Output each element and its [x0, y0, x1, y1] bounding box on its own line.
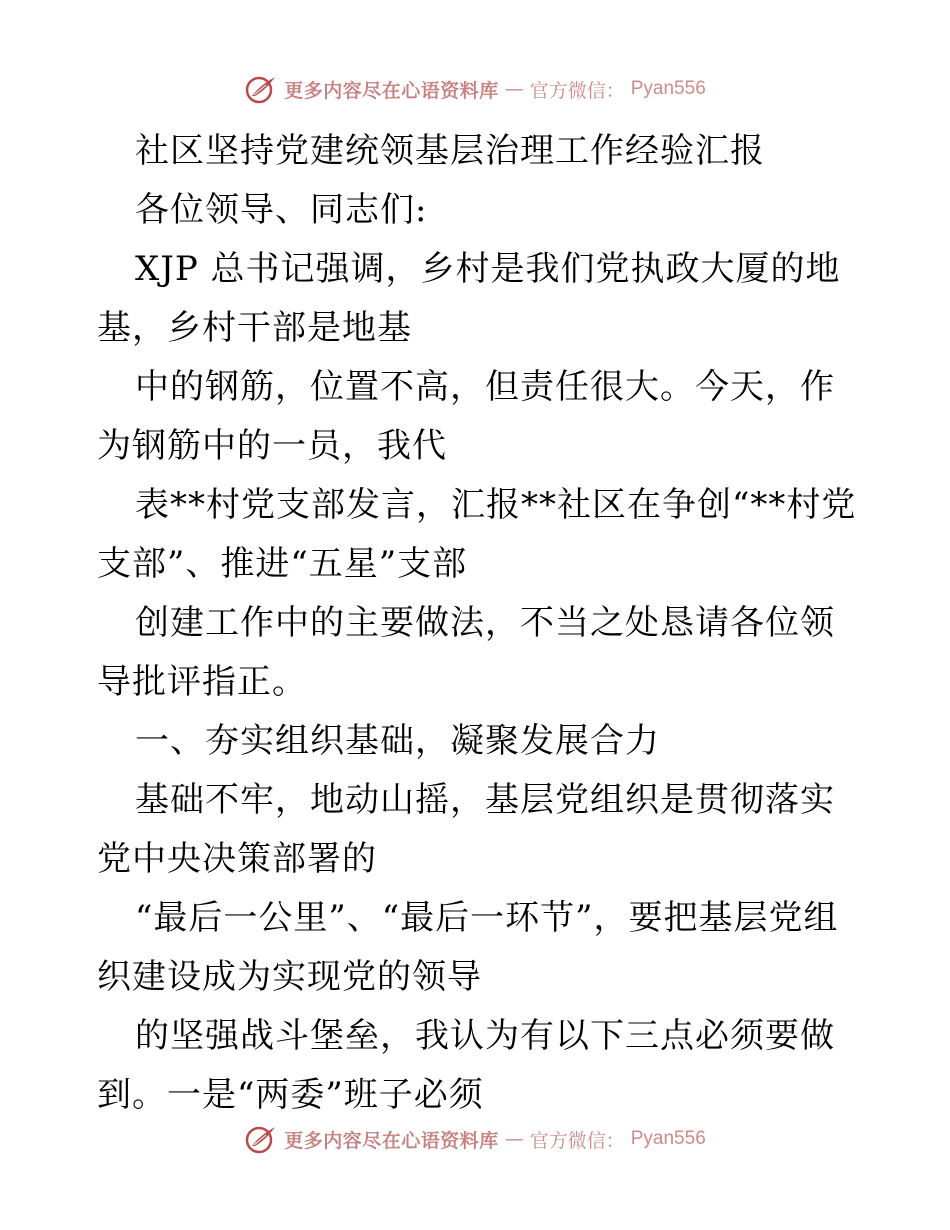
watermark-separator: —	[504, 78, 524, 100]
paragraph-1: XJP 总书记强调，乡村是我们党执政大厦的地基，乡村干部是地基	[97, 249, 841, 348]
paragraph-2: 中的钢筋，位置不高，但责任很大。今天，作为钢筋中的一员，我代	[97, 367, 835, 466]
watermark-wechat-label: 官方微信：	[529, 1129, 625, 1152]
watermark-separator: —	[504, 1128, 524, 1150]
header-watermark	[0, 74, 950, 104]
document-title: 社区坚持党建统领基层治理工作经验汇报	[135, 131, 765, 171]
document-body	[97, 122, 857, 1125]
feather-quill-icon	[244, 1124, 278, 1154]
watermark-brand: 更多内容尽在心语资料库	[284, 1129, 499, 1152]
watermark-brand: 更多内容尽在心语资料库	[284, 79, 499, 102]
section-heading-1: 一、夯实组织基础，凝聚发展合力	[135, 721, 660, 761]
paragraph-5: 基础不牢，地动山摇，基层党组织是贯彻落实党中央决策部署的	[97, 780, 835, 879]
paragraph-7: 的坚强战斗堡垒，我认为有以下三点必须要做到。一是“两委”班子必须	[97, 1016, 835, 1115]
watermark-wechat-label: 官方微信：	[529, 79, 625, 102]
feather-quill-icon	[244, 74, 278, 104]
paragraph-6: “最后一公里”、“最后一环节”，要把基层党组织建设成为实现党的领导	[97, 898, 839, 997]
paragraph-3: 表**村党支部发言，汇报**社区在争创“**村党支部”、推进“五星”支部	[97, 485, 857, 584]
footer-watermark	[0, 1124, 950, 1154]
paragraph-4: 创建工作中的主要做法，不当之处恳请各位领导批评指正。	[97, 603, 835, 702]
salutation: 各位领导、同志们:	[135, 190, 428, 230]
watermark-wechat-id: Pyan556	[630, 78, 706, 99]
watermark-wechat-id: Pyan556	[630, 1128, 706, 1149]
